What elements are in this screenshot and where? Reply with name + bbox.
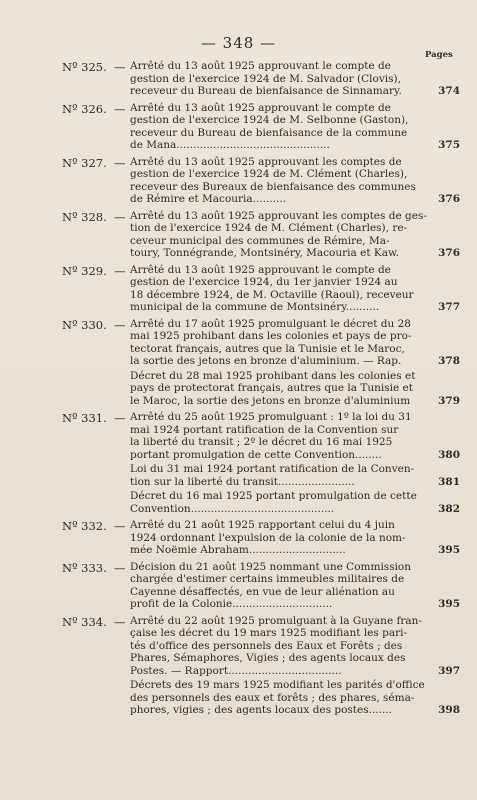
entry-dash: — bbox=[114, 614, 126, 629]
text-line: de Mana.............................................. bbox=[130, 139, 330, 151]
entry-block bbox=[130, 370, 460, 408]
text-line: gestion de l'exercice 1924 de M. Clément (Charles), bbox=[130, 168, 408, 180]
entry bbox=[0, 318, 477, 408]
entry bbox=[0, 156, 477, 206]
page-number: — 348 — bbox=[200, 34, 277, 52]
text-line: Décret du 28 mai 1925 prohibant dans les colonies et bbox=[130, 369, 416, 382]
text-line: le Maroc, la sortie des jetons en bronze d'aluminium bbox=[130, 394, 411, 407]
page-reference: 376 bbox=[438, 193, 460, 205]
text-line: Arrêté du 21 août 1925 rapportant celui du 4 juin bbox=[130, 519, 395, 531]
entry-block bbox=[130, 156, 460, 206]
text-line: Postes. — Rapport.................................. bbox=[130, 664, 342, 677]
entry-dash: — bbox=[114, 209, 126, 224]
text-line: Loi du 31 mai 1924 portant ratification de la Conven- bbox=[130, 463, 415, 475]
entry-body bbox=[130, 102, 460, 152]
page-reference: 374 bbox=[438, 85, 460, 97]
entry-body bbox=[130, 60, 460, 98]
text-line: receveur du Bureau de bienfaisance de Sinnamary. bbox=[130, 85, 402, 97]
text-line: tectorat français, autres que la Tunisie et le Maroc, bbox=[130, 342, 405, 355]
entry-number: Nº 327. bbox=[62, 155, 107, 170]
text-line: Convention........................................... bbox=[130, 502, 335, 515]
pages-column-label: Pages bbox=[425, 50, 453, 60]
text-line: gestion de l'exercice 1924 de M. Salvador (Clovis), bbox=[130, 72, 401, 85]
page-reference: 382 bbox=[438, 502, 460, 515]
text-line: chargée d'estimer certains immeubles militaires de bbox=[130, 573, 405, 585]
entry-block bbox=[130, 411, 460, 461]
text-line: Arrêté du 25 août 1925 promulguant : 1º la loi du 31 bbox=[130, 411, 412, 423]
entry-body bbox=[130, 615, 460, 717]
text-line: la sortie des jetons en bronze d'aluminium. — Rap. bbox=[130, 355, 402, 367]
text-line: ceveur municipal des communes de Rémire, Ma- bbox=[130, 234, 390, 247]
text-line: gestion de l'exercice 1924 de M. Selbonne (Gaston), bbox=[130, 114, 409, 126]
text-line: Décrets des 19 mars 1925 modifiant les parités d'office bbox=[130, 679, 425, 691]
page-reference: 381 bbox=[438, 475, 460, 488]
text-line: municipal de la commune de Montsinéry.......... bbox=[130, 301, 380, 313]
entry-block bbox=[130, 490, 460, 515]
text-line: receveur des Bureaux de bienfaisance des communes bbox=[130, 180, 416, 193]
entry-body bbox=[130, 519, 460, 557]
page-reference: 378 bbox=[438, 355, 460, 367]
text-line: Arrêté du 13 août 1925 approuvant le compte de bbox=[130, 60, 391, 72]
entry-block bbox=[130, 102, 460, 152]
entry-dash: — bbox=[114, 101, 126, 116]
text-line: Arrêté du 17 août 1925 promulguant le décret du 28 bbox=[130, 317, 411, 330]
entry-block bbox=[130, 463, 460, 488]
text-line: phores, vigies ; des agents locaux des postes....... bbox=[130, 704, 392, 716]
entry-body bbox=[130, 411, 460, 515]
text-line: 18 décembre 1924, de M. Octaville (Raoul), receveur bbox=[130, 288, 414, 301]
page-reference: 395 bbox=[438, 544, 460, 556]
text-line: mai 1925 prohibant dans les colonies et pays de pro- bbox=[130, 330, 412, 342]
entry-block bbox=[130, 561, 460, 611]
entry-number: Nº 334. bbox=[62, 614, 107, 629]
text-line: Arrêté du 13 août 1925 approuvant les comptes de bbox=[130, 155, 402, 168]
text-line: Décision du 21 août 1925 nommant une Commission bbox=[130, 560, 412, 573]
entry-number: Nº 328. bbox=[62, 209, 107, 224]
text-line: de Rémire et Macouria.......... bbox=[130, 193, 287, 205]
text-line: tés d'office des personnels des Eaux et Forêts ; des bbox=[130, 639, 403, 652]
entry-block bbox=[130, 679, 460, 717]
text-line: toury, Tonnégrande, Montsinéry, Macouria et Kaw. bbox=[130, 247, 400, 259]
page-reference: 398 bbox=[438, 704, 460, 716]
entry-number: Nº 329. bbox=[62, 263, 107, 278]
entry-dash: — bbox=[114, 263, 126, 278]
entry-body bbox=[130, 210, 460, 260]
text-line: Arrêté du 13 août 1925 approuvant les comptes de ges- bbox=[130, 209, 427, 222]
text-line: la liberté du transit ; 2º le décret du 16 mai 1925 bbox=[130, 436, 393, 448]
entry bbox=[0, 60, 477, 98]
entry-number: Nº 325. bbox=[62, 60, 107, 74]
entry-number: Nº 331. bbox=[62, 411, 107, 425]
text-line: Décret du 16 mai 1925 portant promulgation de cette bbox=[130, 490, 417, 502]
entry-dash: — bbox=[114, 411, 126, 425]
entry-block bbox=[130, 318, 460, 368]
entry-list bbox=[0, 60, 477, 721]
entry bbox=[0, 561, 477, 611]
entry-block bbox=[130, 60, 460, 98]
text-line: mée Noëmie Abraham............................. bbox=[130, 544, 346, 556]
entry-block bbox=[130, 519, 460, 557]
entry-number: Nº 332. bbox=[62, 519, 107, 533]
entry-dash: — bbox=[114, 519, 126, 533]
text-line: tion sur la liberté du transit....................... bbox=[130, 475, 355, 488]
entry-number: Nº 326. bbox=[62, 101, 107, 116]
page-reference: 375 bbox=[438, 139, 460, 151]
text-line: 1924 ordonnant l'expulsion de la colonie de la nom- bbox=[130, 531, 406, 544]
entry-dash: — bbox=[114, 560, 126, 575]
text-line: portant promulgation de cette Convention........ bbox=[130, 448, 382, 461]
entry-block bbox=[130, 264, 460, 314]
text-line: pays de protectorat français, autres que la Tunisie et bbox=[130, 382, 413, 394]
entry-dash: — bbox=[114, 60, 126, 74]
entry bbox=[0, 411, 477, 515]
entry-body bbox=[130, 156, 460, 206]
text-line: Arrêté du 13 août 1925 approuvant le compte de bbox=[130, 263, 391, 276]
text-line: çaise les décret du 19 mars 1925 modifiant les pari- bbox=[130, 627, 408, 639]
text-line: Arrêté du 13 août 1925 approuvant le compte de bbox=[130, 101, 391, 114]
text-line: Cayenne désaffectés, en vue de leur aliénation au bbox=[130, 585, 395, 598]
entry bbox=[0, 264, 477, 314]
page-reference: 397 bbox=[438, 664, 460, 677]
text-line: mai 1924 portant ratification de la Convention sur bbox=[130, 423, 399, 436]
entry bbox=[0, 102, 477, 152]
entry-number: Nº 333. bbox=[62, 560, 107, 575]
entry-body bbox=[130, 561, 460, 611]
entry-body bbox=[130, 318, 460, 408]
entry-block bbox=[130, 615, 460, 678]
entry-block bbox=[130, 210, 460, 260]
entry-dash: — bbox=[114, 317, 126, 332]
entry bbox=[0, 519, 477, 557]
text-line: tion de l'exercice 1924 de M. Clément (Charles), re- bbox=[130, 222, 408, 234]
text-line: Arrêté du 22 août 1925 promulguant à la Guyane fran- bbox=[130, 614, 422, 627]
page-reference: 377 bbox=[438, 301, 460, 313]
entry bbox=[0, 615, 477, 717]
text-line: gestion de l'exercice 1924, du 1er janvier 1924 au bbox=[130, 276, 398, 288]
page-reference: 395 bbox=[438, 598, 460, 610]
page-reference: 380 bbox=[438, 448, 460, 461]
page-reference: 376 bbox=[438, 247, 460, 259]
entry-number: Nº 330. bbox=[62, 317, 107, 332]
text-line: Phares, Sémaphores, Vigies ; des agents locaux des bbox=[130, 652, 406, 664]
entry-dash: — bbox=[114, 155, 126, 170]
entry bbox=[0, 210, 477, 260]
entry-body bbox=[130, 264, 460, 314]
text-line: des personnels des eaux et forêts ; des phares, séma- bbox=[130, 691, 415, 704]
text-line: receveur du Bureau de bienfaisance de la commune bbox=[130, 126, 408, 139]
page-reference: 379 bbox=[438, 394, 460, 407]
text-line: profit de la Colonie.............................. bbox=[130, 598, 333, 610]
